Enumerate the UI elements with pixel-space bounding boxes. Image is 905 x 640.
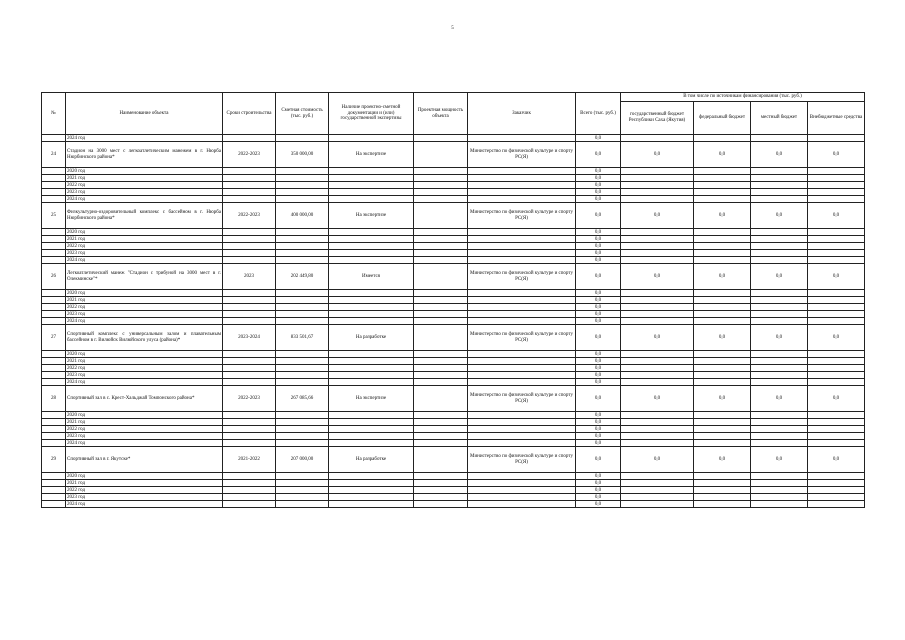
expertise-status: На экспертизе [329,386,414,412]
year-total: 0,0 [576,501,621,508]
header-sources-group: В том числе по источникам финансирования (тыс. руб.) [621,93,865,102]
year-total: 0,0 [576,480,621,487]
source-state-budget: 0,0 [621,142,694,168]
year-label: 2022 год [66,487,223,494]
year-total: 0,0 [576,412,621,419]
year-label: 2020 год [66,412,223,419]
year-total: 0,0 [576,297,621,304]
year-label: 2020 год [66,290,223,297]
year-label: 2022 год [66,304,223,311]
year-row [42,480,865,487]
year-label: 2021 год [66,297,223,304]
header-expertise: Наличие проектно-сметной документации и (или) государственной экспертизы [329,93,414,135]
year-label: 2023 год [66,189,223,196]
year-label: 2020 год [66,351,223,358]
year-label: 2024 год [66,379,223,386]
year-row [42,372,865,379]
year-total: 0,0 [576,250,621,257]
year-row [42,473,865,480]
header-capacity: Проектная мощность объекта [414,93,468,135]
source-state-budget: 0,0 [621,203,694,229]
year-total: 0,0 [576,487,621,494]
year-row [42,304,865,311]
page-number: 5 [451,26,454,31]
total-amount: 0,0 [576,203,621,229]
year-label: 2024 год [66,318,223,325]
design-capacity [414,386,468,412]
year-row [42,257,865,264]
year-label: 2023 год [66,372,223,379]
object-number: 27 [42,325,66,351]
year-total: 0,0 [576,365,621,372]
construction-period: 2022-2023 [223,386,276,412]
source-extra-budget: 0,0 [808,325,865,351]
object-name: Легкоатлетический манеж "Стадион с трибуной на 3000 мест в г. Олекминске"* [66,264,223,290]
year-label: 2021 год [66,419,223,426]
year-row [42,379,865,386]
estimated-cost: 833 501,67 [276,325,329,351]
year-total: 0,0 [576,473,621,480]
year-total: 0,0 [576,311,621,318]
estimated-cost: 400 000,00 [276,203,329,229]
object-number: 26 [42,264,66,290]
year-total: 0,0 [576,168,621,175]
year-row [42,365,865,372]
header-customer: Заказчик [468,93,576,135]
year-total: 0,0 [576,440,621,447]
design-capacity [414,325,468,351]
year-row [42,494,865,501]
source-extra-budget: 0,0 [808,386,865,412]
estimated-cost: 202 449,80 [276,264,329,290]
total-amount: 0,0 [576,386,621,412]
object-name: Физкультурно-оздоровительный комплекс с бассейном в г. Нюрба Нюрбинского района* [66,203,223,229]
header-source-federal: федеральный бюджет [694,102,751,135]
year-total: 0,0 [576,229,621,236]
year-label: 2021 год [66,236,223,243]
year-row [42,229,865,236]
year-total: 0,0 [576,433,621,440]
total-amount: 0,0 [576,264,621,290]
source-state-budget: 0,0 [621,447,694,473]
year-total: 0,0 [576,175,621,182]
year-row [42,426,865,433]
year-row [42,189,865,196]
source-federal-budget: 0,0 [694,264,751,290]
year-label: 2024 год [66,440,223,447]
investment-objects-table [41,92,865,508]
object-name: Спортивный комплекс с универсальным залом и плавательным бассейном в г. Вилюйск Вилюйского улуса (района)* [66,325,223,351]
year-row [42,196,865,203]
expertise-status: На экспертизе [329,203,414,229]
year-label: 2021 год [66,175,223,182]
design-capacity [414,203,468,229]
year-row [42,290,865,297]
year-label: 2023 год [66,311,223,318]
year-label: 2024 год [66,501,223,508]
year-row [42,311,865,318]
source-extra-budget: 0,0 [808,264,865,290]
header-period: Сроки строительства [223,93,276,135]
year-row [42,419,865,426]
design-capacity [414,447,468,473]
object-number: 29 [42,447,66,473]
year-label: 2023 год [66,433,223,440]
year-total: 0,0 [576,290,621,297]
header-source-state: государственный бюджет Республики Саха (Якутия) [621,102,694,135]
source-federal-budget: 0,0 [694,203,751,229]
year-total: 0,0 [576,494,621,501]
source-extra-budget: 0,0 [808,447,865,473]
year-total: 0,0 [576,243,621,250]
year-row [42,135,865,142]
year-row [42,318,865,325]
year-label: 2022 год [66,426,223,433]
year-total: 0,0 [576,351,621,358]
year-total: 0,0 [576,182,621,189]
source-federal-budget: 0,0 [694,447,751,473]
estimated-cost: 267 085,66 [276,386,329,412]
customer: Министерство по физической культуре и спорту РС(Я) [468,447,576,473]
customer: Министерство по физической культуре и спорту РС(Я) [468,264,576,290]
year-total: 0,0 [576,135,621,142]
year-total: 0,0 [576,196,621,203]
construction-period: 2022-2023 [223,142,276,168]
table-body [42,135,865,508]
table-header [42,93,865,135]
estimated-cost: 207 000,00 [276,447,329,473]
expertise-status: На разработке [329,447,414,473]
year-row [42,236,865,243]
source-local-budget: 0,0 [751,264,808,290]
year-label: 2024 год [66,257,223,264]
header-name: Наименование объекта [66,93,223,135]
design-capacity [414,142,468,168]
year-row [42,182,865,189]
object-row [42,447,865,473]
source-local-budget: 0,0 [751,142,808,168]
construction-period: 2023-2024 [223,325,276,351]
construction-period: 2023 [223,264,276,290]
year-label: 2022 год [66,243,223,250]
customer: Министерство по физической культуре и спорту РС(Я) [468,142,576,168]
source-extra-budget: 0,0 [808,142,865,168]
object-name: Стадион на 3000 мест с легкоатлетическим манежем в г. Нюрба Нюрбинского района* [66,142,223,168]
year-row [42,412,865,419]
year-row [42,297,865,304]
source-federal-budget: 0,0 [694,386,751,412]
object-row [42,142,865,168]
year-label: 2024 год [66,135,223,142]
year-label: 2020 год [66,229,223,236]
year-row [42,440,865,447]
object-name: Спортивный зал в г. Якутске* [66,447,223,473]
year-row [42,487,865,494]
year-label: 2020 год [66,473,223,480]
total-amount: 0,0 [576,447,621,473]
customer: Министерство по физической культуре и спорту РС(Я) [468,203,576,229]
year-total: 0,0 [576,236,621,243]
object-number: 28 [42,386,66,412]
total-amount: 0,0 [576,325,621,351]
expertise-status: На экспертизе [329,142,414,168]
header-source-local: местный бюджет [751,102,808,135]
year-row [42,501,865,508]
year-total: 0,0 [576,304,621,311]
object-number: 24 [42,142,66,168]
year-row [42,168,865,175]
source-state-budget: 0,0 [621,264,694,290]
total-amount: 0,0 [576,142,621,168]
header-cost: Сметная стоимость (тыс. руб.) [276,93,329,135]
source-local-budget: 0,0 [751,447,808,473]
year-label: 2022 год [66,182,223,189]
year-total: 0,0 [576,358,621,365]
year-row [42,351,865,358]
year-row [42,358,865,365]
year-label: 2024 год [66,196,223,203]
year-total: 0,0 [576,419,621,426]
source-local-budget: 0,0 [751,203,808,229]
year-total: 0,0 [576,379,621,386]
design-capacity [414,264,468,290]
year-label: 2022 год [66,365,223,372]
year-label: 2021 год [66,358,223,365]
year-row [42,433,865,440]
year-label: 2023 год [66,250,223,257]
header-num: № [42,93,66,135]
source-state-budget: 0,0 [621,325,694,351]
object-row [42,325,865,351]
object-number: 25 [42,203,66,229]
source-local-budget: 0,0 [751,325,808,351]
object-row [42,386,865,412]
estimated-cost: 350 000,00 [276,142,329,168]
expertise-status: На разработке [329,325,414,351]
header-total: Всего (тыс. руб.) [576,93,621,135]
object-row [42,264,865,290]
year-label: 2021 год [66,480,223,487]
source-federal-budget: 0,0 [694,142,751,168]
expertise-status: Имеется [329,264,414,290]
year-row [42,250,865,257]
year-total: 0,0 [576,257,621,264]
source-extra-budget: 0,0 [808,203,865,229]
year-total: 0,0 [576,318,621,325]
source-local-budget: 0,0 [751,386,808,412]
customer: Министерство по физической культуре и спорту РС(Я) [468,386,576,412]
header-source-extra: Внебюджетные средства [808,102,865,135]
construction-period: 2021-2022 [223,447,276,473]
customer: Министерство по физической культуре и спорту РС(Я) [468,325,576,351]
object-name: Спортивный зал в с. Крест-Хальджай Томпонского района* [66,386,223,412]
year-label: 2023 год [66,494,223,501]
year-total: 0,0 [576,372,621,379]
source-state-budget: 0,0 [621,386,694,412]
year-label: 2020 год [66,168,223,175]
source-federal-budget: 0,0 [694,325,751,351]
object-row [42,203,865,229]
construction-period: 2022-2023 [223,203,276,229]
year-total: 0,0 [576,189,621,196]
year-row [42,175,865,182]
year-total: 0,0 [576,426,621,433]
year-row [42,243,865,250]
